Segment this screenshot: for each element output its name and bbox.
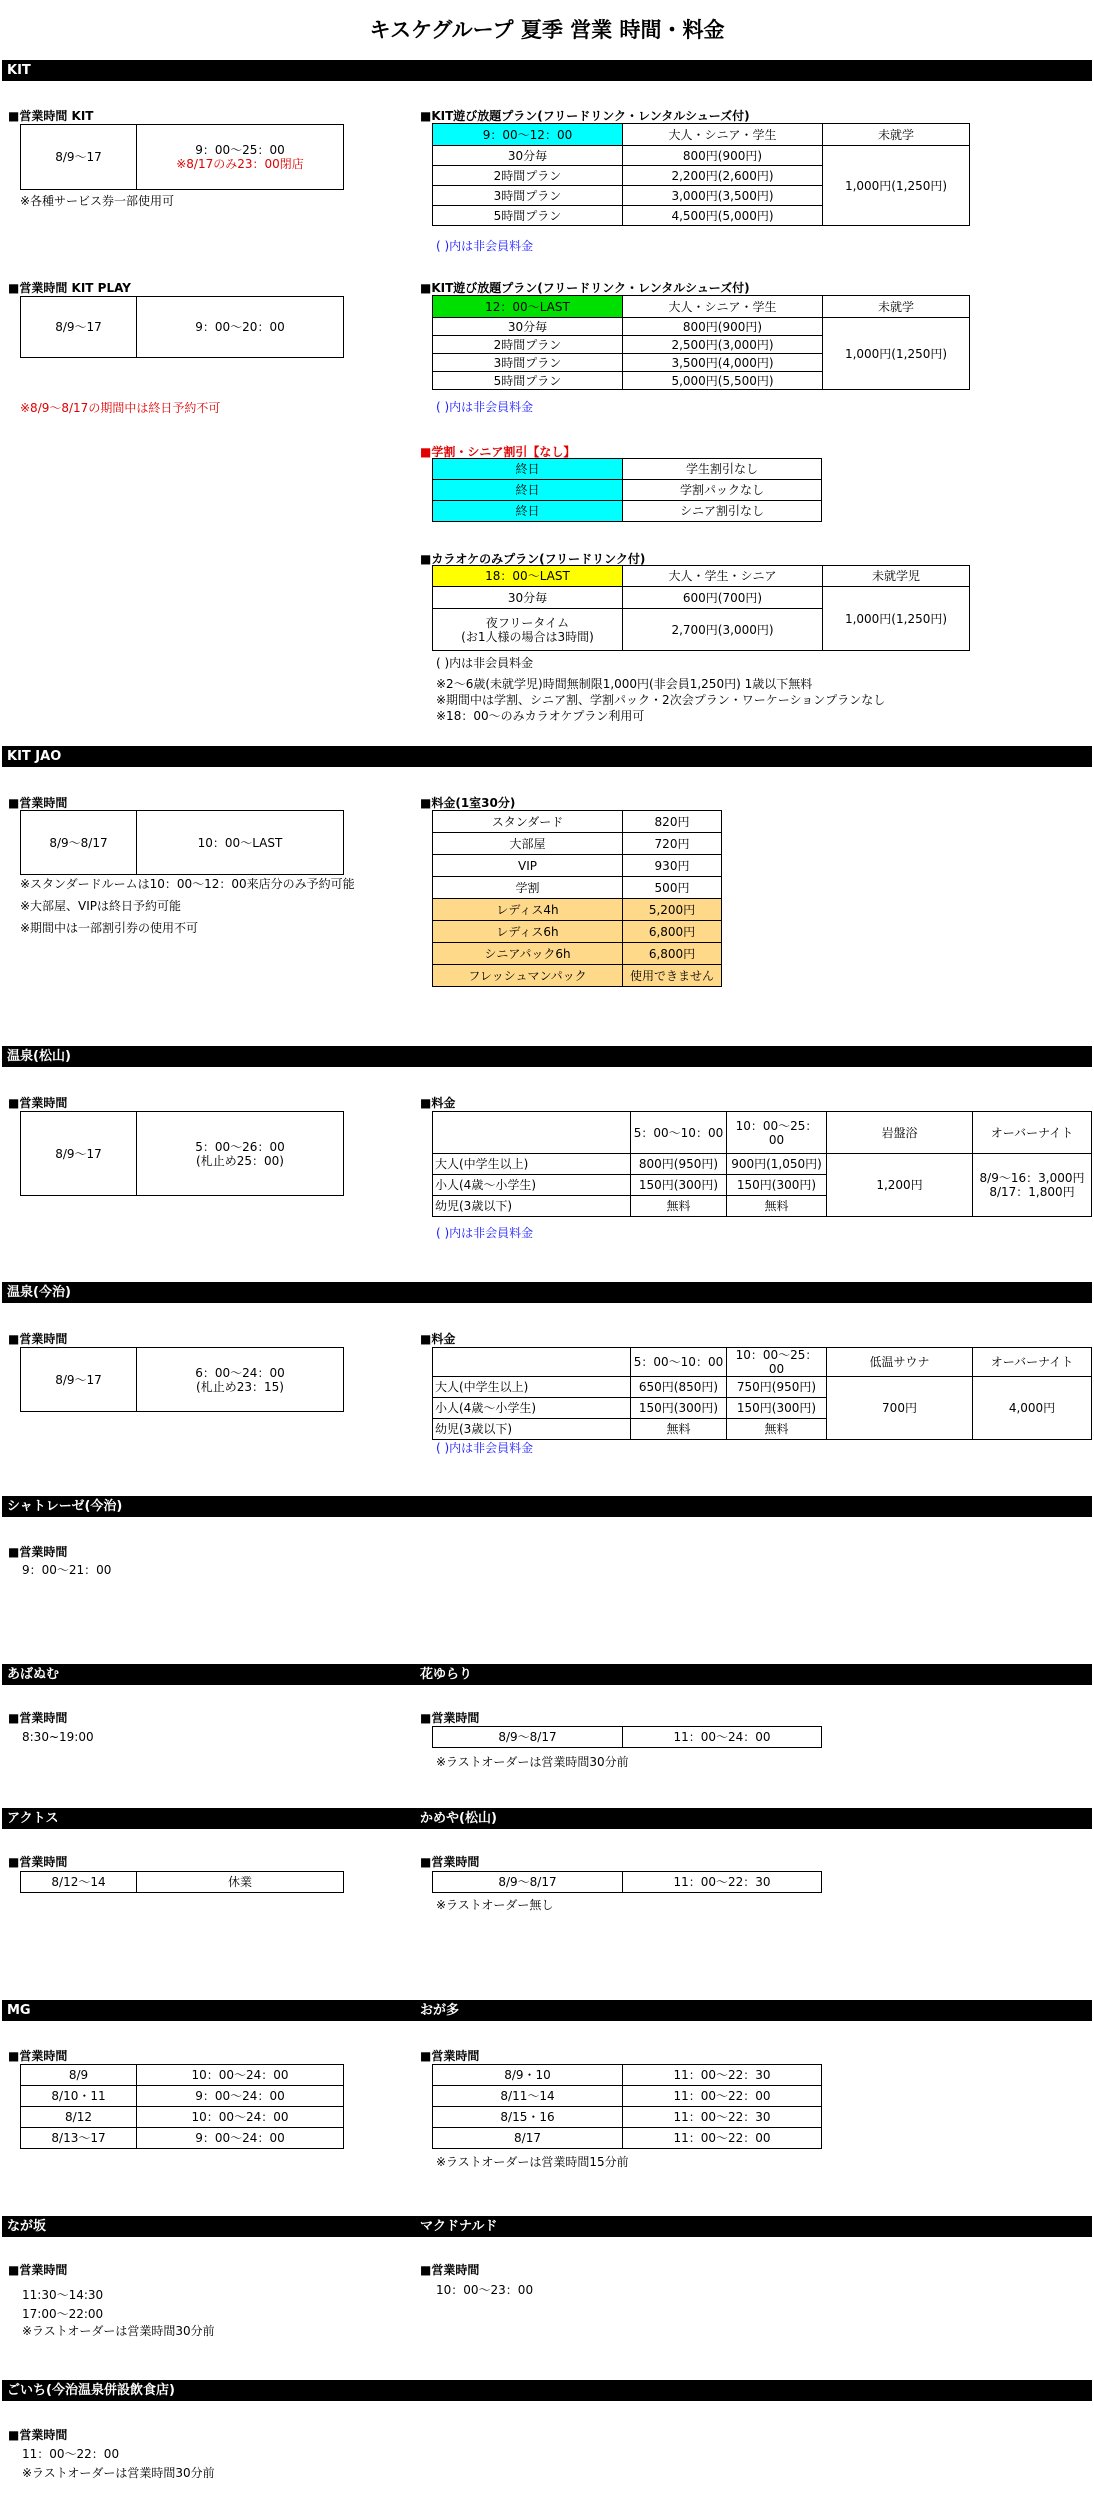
- kit-plan1-head: ■KIT遊び放題プラン(フリードリンク・レンタルシューズ付): [420, 109, 750, 123]
- table-cell: 2時間プラン: [433, 166, 623, 186]
- kit-karaoke-col2: 未就学児: [823, 566, 970, 587]
- section-abanu: あばぬむ 花ゆらり: [2, 1664, 1092, 1685]
- table-cell: 3時間プラン: [433, 354, 623, 372]
- jao-note-0: ※スタンダードルームは10：00～12：00来店分のみ予約可能: [20, 877, 355, 891]
- imabari-hours-table: [20, 1347, 344, 1412]
- matsuyama-hours-head: ■営業時間: [8, 1096, 68, 1110]
- table-cell: シニアパック6h: [433, 943, 623, 965]
- table-cell: 大人(中学生以上): [433, 1154, 631, 1175]
- kit-plan1-col2: 未就学: [823, 124, 970, 146]
- table-cell: 8/9: [21, 2065, 137, 2086]
- table-cell: 小人(4歳～小学生): [433, 1175, 631, 1196]
- imabari-price-table: [432, 1347, 1092, 1440]
- ogata-table: [432, 2064, 822, 2149]
- table-cell: 2時間プラン: [433, 336, 623, 354]
- table-cell: 650円(850円): [631, 1377, 727, 1398]
- table-cell: 150円(300円): [727, 1398, 827, 1419]
- kit-play-date: 8/9～17: [21, 297, 137, 358]
- table-cell: 11：00～22：00: [623, 2086, 822, 2107]
- kit-plan2-time: 12：00～LAST: [433, 296, 623, 318]
- imabari-note: ( )内は非会員料金: [436, 1441, 534, 1455]
- kameya-head: ■営業時間: [420, 1855, 480, 1869]
- table-cell: 無料: [727, 1196, 827, 1217]
- hanayurari-note: ※ラストオーダーは営業時間30分前: [436, 1755, 629, 1769]
- hanayurari-head: ■営業時間: [420, 1711, 480, 1725]
- table-cell: 終日: [433, 480, 623, 501]
- jao-hours-time: 10：00～LAST: [137, 811, 344, 875]
- table-cell: [433, 1348, 631, 1377]
- kit-play-table: [20, 296, 344, 358]
- table-cell: 5時間プラン: [433, 206, 623, 226]
- chateraise-time: 9：00～21：00: [22, 1563, 112, 1577]
- matsuyama-note: ( )内は非会員料金: [436, 1226, 534, 1240]
- table-cell: 8/12: [21, 2107, 137, 2128]
- table-cell: 幼児(3歳以下): [433, 1196, 631, 1217]
- table-cell: 820円: [623, 811, 722, 833]
- table-cell: 8/17: [433, 2128, 623, 2149]
- kit-plan2-col1: 大人・シニア・学生: [623, 296, 823, 318]
- table-cell: 9：00～24：00: [137, 2086, 344, 2107]
- table-cell: 30分毎: [433, 318, 623, 336]
- table-cell: 大人(中学生以上): [433, 1377, 631, 1398]
- table-cell: 750円(950円): [727, 1377, 827, 1398]
- matsuyama-overnight: 8/9～16：3,000円 8/17：1,800円: [973, 1154, 1092, 1217]
- page-title: キスケグループ 夏季 営業 時間・料金: [369, 18, 725, 42]
- chateraise-head: ■営業時間: [8, 1545, 68, 1559]
- goichi-time: 11：00～22：00: [22, 2447, 120, 2461]
- table-cell: 学生割引なし: [623, 459, 822, 480]
- kit-karaoke-table: [432, 565, 970, 651]
- table-header: オーバーナイト: [973, 1348, 1092, 1377]
- table-cell: 800円(900円): [623, 146, 823, 166]
- table-cell: 3,500円(4,000円): [623, 354, 823, 372]
- jao-hours-table: [20, 810, 344, 875]
- table-cell: 終日: [433, 459, 623, 480]
- kit-plan1-note: ( )内は非会員料金: [436, 239, 534, 253]
- kameya-table: [432, 1871, 822, 1893]
- kit-plan2-note: ( )内は非会員料金: [436, 400, 534, 414]
- kit-karaoke-note-3: ※18：00～のみカラオケプラン利用可: [436, 709, 645, 723]
- table-cell: 8/9・10: [433, 2065, 623, 2086]
- table-cell: 学割パックなし: [623, 480, 822, 501]
- table-cell: 10：00～24：00: [137, 2065, 344, 2086]
- section-matsuyama: 温泉(松山): [2, 1046, 1092, 1067]
- kit-karaoke-note-2: ※期間中は学割、シニア割、学割パック・2次会プラン・ワーケーションプランなし: [436, 693, 886, 707]
- table-cell: 2,200円(2,600円): [623, 166, 823, 186]
- table-cell: 9：00～24：00: [137, 2128, 344, 2149]
- kit-play-head: ■営業時間 KIT PLAY: [8, 281, 131, 295]
- kit-hours-note: ※各種サービス券一部使用可: [20, 194, 175, 208]
- jao-price-table: [432, 810, 722, 987]
- table-cell: 5,000円(5,500円): [623, 372, 823, 390]
- mg-table: [20, 2064, 344, 2149]
- table-cell: 930円: [623, 855, 722, 877]
- kit-plan1-col1: 大人・シニア・学生: [623, 124, 823, 146]
- table-cell: 8/9～8/17: [433, 1727, 623, 1748]
- hanayurari-table: [432, 1726, 822, 1748]
- section-actus: アクトス かめや(松山): [2, 1808, 1092, 1829]
- table-cell: 3時間プラン: [433, 186, 623, 206]
- actus-head: ■営業時間: [8, 1855, 68, 1869]
- kit-karaoke-child: 1,000円(1,250円): [823, 587, 970, 651]
- table-header: 低温サウナ: [827, 1348, 973, 1377]
- table-cell: 800円(900円): [623, 318, 823, 336]
- table-cell: 11：00～22：00: [623, 2128, 822, 2149]
- kit-plan1-table: [432, 123, 970, 226]
- table-cell: 800円(950円): [631, 1154, 727, 1175]
- kit-karaoke-col1: 大人・学生・シニア: [623, 566, 823, 587]
- imabari-hours-time: 6：00～24：00 (札止め23：15): [137, 1348, 344, 1412]
- imabari-hours-date: 8/9～17: [21, 1348, 137, 1412]
- kameya-note: ※ラストオーダー無し: [436, 1898, 554, 1912]
- section-kit: KIT: [2, 60, 1092, 81]
- table-cell: 無料: [727, 1419, 827, 1440]
- table-cell: 150円(300円): [631, 1398, 727, 1419]
- nagasaka-time-2: 17:00～22:00: [22, 2307, 104, 2321]
- kit-karaoke-time: 18：00～LAST: [433, 566, 623, 587]
- table-cell: 幼児(3歳以下): [433, 1419, 631, 1440]
- table-cell: 500円: [623, 877, 722, 899]
- ogata-note: ※ラストオーダーは営業時間15分前: [436, 2155, 629, 2169]
- table-cell: 11：00～22：30: [623, 2107, 822, 2128]
- table-cell: [433, 1112, 631, 1154]
- abanu-time: 8:30~19:00: [22, 1730, 94, 1744]
- kit-plan2-col2: 未就学: [823, 296, 970, 318]
- table-header: 5：00～10：00: [631, 1112, 727, 1154]
- table-cell: 8/10・11: [21, 2086, 137, 2107]
- table-cell: 8/12～14: [21, 1872, 137, 1893]
- table-cell: 900円(1,050円): [727, 1154, 827, 1175]
- table-cell: 8/13～17: [21, 2128, 137, 2149]
- table-cell: 大部屋: [433, 833, 623, 855]
- kit-plan1-child: 1,000円(1,250円): [823, 146, 970, 226]
- ogata-head: ■営業時間: [420, 2049, 480, 2063]
- kit-discount-table: [432, 458, 822, 522]
- matsuyama-ganban: 1,200円: [827, 1154, 973, 1217]
- jao-note-1: ※大部屋、VIPは終日予約可能: [20, 899, 182, 913]
- jao-hours-date: 8/9～8/17: [21, 811, 137, 875]
- table-cell: シニア割引なし: [623, 501, 822, 522]
- table-cell: 2,500円(3,000円): [623, 336, 823, 354]
- table-cell: 小人(4歳～小学生): [433, 1398, 631, 1419]
- table-header: オーバーナイト: [973, 1112, 1092, 1154]
- kit-plan1-time: 9：00～12：00: [433, 124, 623, 146]
- table-cell: 4,500円(5,000円): [623, 206, 823, 226]
- table-cell: 11：00～24：00: [623, 1727, 822, 1748]
- table-cell: 2,700円(3,000円): [623, 609, 823, 651]
- matsuyama-price-table: [432, 1111, 1092, 1217]
- table-header: 5：00～10：00: [631, 1348, 727, 1377]
- imabari-hours-head: ■営業時間: [8, 1332, 68, 1346]
- kit-plan2-head: ■KIT遊び放題プラン(フリードリンク・レンタルシューズ付): [420, 281, 750, 295]
- section-imabari: 温泉(今治): [2, 1282, 1092, 1303]
- kit-hours-head: ■営業時間 KIT: [8, 109, 94, 123]
- table-cell: 6,800円: [623, 921, 722, 943]
- matsuyama-hours-table: [20, 1111, 344, 1196]
- matsuyama-hours-time: 5：00～26：00 (札止め25：00): [137, 1112, 344, 1196]
- kit-karaoke-head: ■カラオケのみプラン(フリードリンク付): [420, 552, 646, 566]
- table-cell: 150円(300円): [727, 1175, 827, 1196]
- section-nagasaka: なが坂 マクドナルド: [2, 2216, 1092, 2237]
- section-jao: KIT JAO: [2, 746, 1092, 767]
- table-cell: フレッシュマンパック: [433, 965, 623, 987]
- table-cell: スタンダード: [433, 811, 623, 833]
- nagasaka-note: ※ラストオーダーは営業時間30分前: [22, 2324, 215, 2338]
- table-cell: 夜フリータイム (お1人様の場合は3時間): [433, 609, 623, 651]
- table-cell: 600円(700円): [623, 587, 823, 609]
- jao-note-2: ※期間中は一部割引券の使用不可: [20, 921, 199, 935]
- kit-hours-date: 8/9～17: [21, 125, 137, 190]
- matsuyama-price-head: ■料金: [420, 1096, 456, 1110]
- mcd-time: 10：00～23：00: [436, 2283, 534, 2297]
- table-cell: 無料: [631, 1419, 727, 1440]
- table-header: 10：00～25：00: [727, 1112, 827, 1154]
- table-cell: 5,200円: [623, 899, 722, 921]
- kit-hours-time: 9：00～25：00 ※8/17のみ23：00閉店: [137, 125, 344, 190]
- imabari-price-head: ■料金: [420, 1332, 456, 1346]
- table-cell: 11：00～22：30: [623, 2065, 822, 2086]
- goichi-head: ■営業時間: [8, 2428, 68, 2442]
- table-cell: 学割: [433, 877, 623, 899]
- jao-price-head: ■料金(1室30分): [420, 796, 516, 810]
- section-chateraise: シャトレーゼ(今治): [2, 1496, 1092, 1517]
- table-cell: 720円: [623, 833, 722, 855]
- table-header: 10：00～25：00: [727, 1348, 827, 1377]
- imabari-sauna: 700円: [827, 1377, 973, 1440]
- goichi-note: ※ラストオーダーは営業時間30分前: [22, 2466, 215, 2480]
- table-cell: 終日: [433, 501, 623, 522]
- kit-plan2-child: 1,000円(1,250円): [823, 318, 970, 390]
- table-cell: レディス4h: [433, 899, 623, 921]
- table-cell: 使用できません: [623, 965, 722, 987]
- section-mg: MG おが多: [2, 2000, 1092, 2021]
- table-cell: 8/15・16: [433, 2107, 623, 2128]
- table-cell: 10：00～24：00: [137, 2107, 344, 2128]
- kit-play-note: ※8/9～8/17の期間中は終日予約不可: [20, 401, 221, 415]
- table-cell: 30分毎: [433, 146, 623, 166]
- table-cell: 3,000円(3,500円): [623, 186, 823, 206]
- imabari-overnight: 4,000円: [973, 1377, 1092, 1440]
- table-cell: 11：00～22：30: [623, 1872, 822, 1893]
- table-header: 岩盤浴: [827, 1112, 973, 1154]
- kit-discount-head: ■学割・シニア割引【なし】: [420, 445, 576, 459]
- kit-hours-table: [20, 124, 344, 190]
- mg-head: ■営業時間: [8, 2049, 68, 2063]
- table-cell: 無料: [631, 1196, 727, 1217]
- table-cell: 150円(300円): [631, 1175, 727, 1196]
- jao-hours-head: ■営業時間: [8, 796, 68, 810]
- nagasaka-head: ■営業時間: [8, 2263, 68, 2277]
- kit-karaoke-note-0: ( )内は非会員料金: [436, 656, 534, 670]
- table-cell: 5時間プラン: [433, 372, 623, 390]
- actus-table: [20, 1871, 344, 1893]
- table-cell: 30分毎: [433, 587, 623, 609]
- kit-karaoke-note-1: ※2～6歳(未就学児)時間無制限1,000円(非会員1,250円) 1歳以下無料: [436, 677, 813, 691]
- abanu-head: ■営業時間: [8, 1711, 68, 1725]
- kit-plan2-table: [432, 295, 970, 390]
- table-cell: 6,800円: [623, 943, 722, 965]
- table-cell: 8/9～8/17: [433, 1872, 623, 1893]
- table-cell: 8/11～14: [433, 2086, 623, 2107]
- table-cell: 休業: [137, 1872, 344, 1893]
- kit-play-time: 9：00～20：00: [137, 297, 344, 358]
- table-cell: VIP: [433, 855, 623, 877]
- mcd-head: ■営業時間: [420, 2263, 480, 2277]
- table-cell: レディス6h: [433, 921, 623, 943]
- nagasaka-time-1: 11:30～14:30: [22, 2288, 104, 2302]
- section-goichi: ごいち(今治温泉併設飲食店): [2, 2380, 1092, 2401]
- matsuyama-hours-date: 8/9～17: [21, 1112, 137, 1196]
